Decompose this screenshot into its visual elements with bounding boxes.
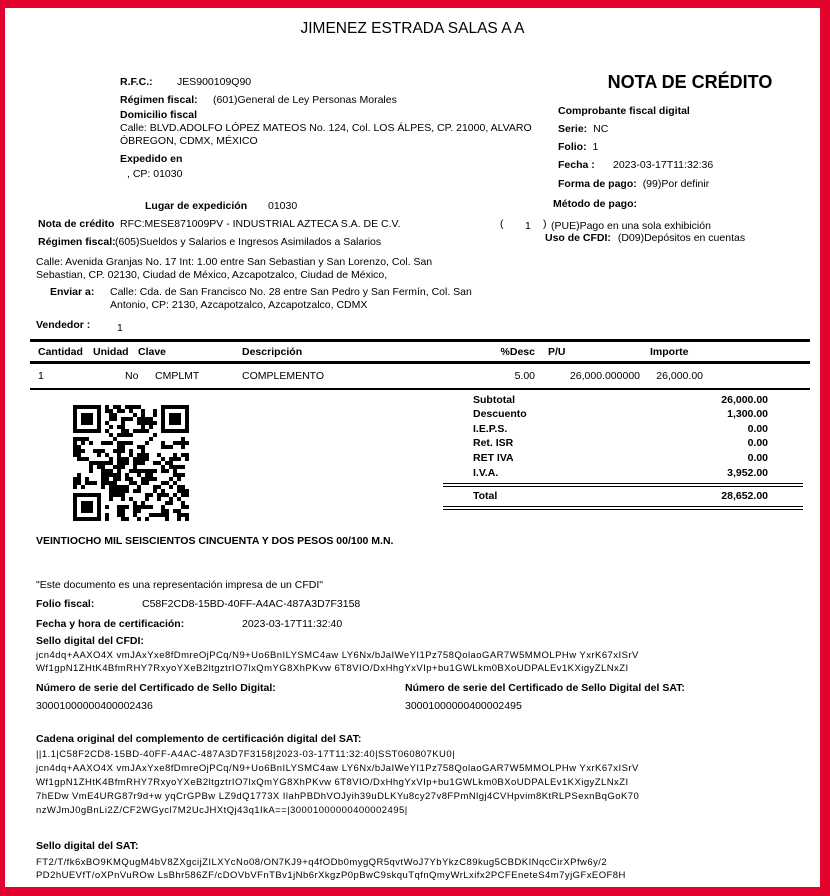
num-serie-sat-label: Número de serie del Certificado de Sello Digital del SAT:	[405, 682, 685, 694]
forma-pago-label: Forma de pago:	[558, 178, 637, 190]
lugar-expedicion-value: 01030	[268, 200, 298, 212]
cell-importe: 26,000.00	[656, 370, 703, 382]
totals-bottom-divider	[443, 506, 803, 510]
descuento-value: 1,300.00	[727, 408, 768, 420]
cadena-line3: Wf1gpN1ZHtK4BfmRHY7RxyoYXeB2ltgztrIO7lxQmYG8XhPKvw 6T8VIO/DxHhgYxVIp+bu1GWLkm0BXoUDPALEv1KXigyZLNxZI	[36, 777, 629, 788]
ret-isr-value: 0.00	[747, 437, 768, 449]
emisor-regimen-label: Régimen fiscal:	[120, 94, 198, 106]
domicilio-line2: ÓBREGON, CDMX, MÉXICO	[120, 135, 258, 147]
metodo-pago-label: Método de pago:	[553, 198, 637, 210]
serie-value: NC	[593, 123, 609, 135]
cadena-line1: ||1.1|C58F2CD8-15BD-40FF-A4AC-487A3D7F3158|2023-03-17T11:32:40|SST060807KU0|	[36, 749, 456, 760]
nota-credito-label: Nota de crédito	[38, 218, 115, 230]
receptor-address-line2: Sebastian, CP. 02130, Ciudad de México, Azcapotzalco, Ciudad de México,	[36, 269, 388, 281]
receptor-regimen-label: Régimen fiscal:	[38, 236, 116, 248]
col-header-descripcion: Descripción	[242, 346, 303, 358]
metodo-pago-value: (PUE)Pago en una sola exhibición	[551, 220, 711, 232]
emisor-regimen-value: (601)General de Ley Personas Morales	[213, 94, 397, 106]
amount-in-words: VEINTIOCHO MIL SEISCIENTOS CINCUENTA Y DOS PESOS 00/100 M.N.	[36, 535, 394, 547]
sello-cfdi-line2: Wf1gpN1ZHtK4BfmRHY7RxyoYXeB2ltgztrIO7lxQmYG8XhPKvw 6T8VIO/DxHhgYxVIp+bu1GWLkm0BXoUDPALEv1KXigyZLNxZI	[36, 663, 629, 674]
folio-value: 1	[592, 141, 599, 153]
table-top-rule	[30, 339, 810, 342]
col-header-pu: P/U	[548, 346, 566, 358]
vendedor-value: 1	[117, 322, 123, 334]
col-header-unidad: Unidad	[93, 346, 129, 358]
forma-pago-value: (99)Por definir	[642, 178, 710, 190]
table-header-rule	[30, 361, 810, 364]
paren-value: 1	[525, 220, 531, 232]
receptor-name: RFC:MESE871009PV - INDUSTRIAL AZTECA S.A. DE C.V.	[120, 218, 401, 230]
comprobante-label: Comprobante fiscal digital	[558, 105, 690, 117]
uso-cfdi-label: Uso de CFDI:	[545, 232, 611, 244]
totals-divider	[443, 483, 803, 487]
fecha-value: 2023-03-17T11:32:36	[613, 159, 714, 171]
paren-open: (	[500, 218, 504, 230]
cell-pu: 26,000.000000	[569, 370, 640, 382]
paren-close: )	[543, 218, 547, 230]
subtotal-value: 26,000.00	[721, 394, 768, 406]
descuento-label: Descuento	[473, 408, 527, 420]
folio-label: Folio:	[558, 141, 587, 153]
ieps-label: I.E.P.S.	[473, 423, 508, 435]
table-bottom-rule	[30, 388, 810, 390]
serie-label: Serie:	[558, 123, 588, 135]
lugar-expedicion-label: Lugar de expedición	[145, 200, 248, 212]
uso-cfdi-value: (D09)Depósitos en cuentas	[617, 232, 746, 244]
rfc-value: JES900109Q90	[177, 76, 252, 88]
cell-desc-pct: 5.00	[514, 370, 535, 382]
qr-code	[73, 405, 189, 521]
fecha-label: Fecha :	[558, 159, 595, 171]
cell-cantidad: 1	[38, 370, 44, 382]
ieps-value: 0.00	[747, 423, 768, 435]
rfc-label: R.F.C.:	[120, 76, 153, 88]
domicilio-label: Domicilio fiscal	[120, 109, 198, 121]
col-header-clave: Clave	[138, 346, 167, 358]
cadena-line4: 7hEDw VmE4URG87r9d+w yqCrGPBw LZ9dQ1773X IlahPBDhVOJyih39uDLKYu8cy27v8FPmNlgj4CVHpvim8KtRLPSexnBqGoK70	[36, 791, 640, 802]
folio-fiscal-value: C58F2CD8-15BD-40FF-A4AC-487A3D7F3158	[142, 598, 361, 610]
num-serie-csd-value: 30001000000400002436	[36, 700, 153, 712]
col-header-importe: Importe	[650, 346, 689, 358]
sello-cfdi-label: Sello digital del CFDI:	[36, 635, 144, 647]
sello-sat-line1: FT2/T/fk6xBO9KMQugM4bV8ZXgcijZILXYcNo08/ON7KJ9+q4fODb0mygQR5qvtWoJ7YbYkzC89kug5CBDKINqcCirXPfw6y/2	[36, 857, 608, 868]
total-label: Total	[473, 490, 498, 502]
cell-descripcion: COMPLEMENTO	[242, 370, 325, 382]
cadena-original-label: Cadena original del complemento de certificación digital del SAT:	[36, 733, 362, 745]
fecha-cert-value: 2023-03-17T11:32:40	[242, 618, 343, 630]
sello-sat-line2: PD2hUEVfT/oXPnVuROw LsBhr586ZF/cDOVbVFnTBv1jNb6rXkgzP0pBwC9skquTqfnQmyWrLxifx2PCFEneteS4m7yjGFxEOF8H	[36, 870, 626, 881]
iva-value: 3,952.00	[727, 467, 768, 479]
company-name: JIMENEZ ESTRADA SALAS A A	[300, 20, 525, 37]
enviar-a-line1: Calle: Cda. de San Francisco No. 28 entre San Pedro y San Fermín, Col. San	[110, 286, 472, 298]
receptor-regimen-value: (605)Sueldos y Salarios e Ingresos Asimilados a Salarios	[115, 236, 382, 248]
cadena-line5: nzWJmJ0gBnLi2Z/CF2WGycl7M2UcJHXtQj43q1IkA==|30001000000400002495|	[36, 805, 408, 816]
expedido-value: , CP: 01030	[127, 168, 183, 180]
cell-unidad: No	[125, 370, 139, 382]
cfdi-legend: "Este documento es una representación impresa de un CFDI"	[36, 579, 324, 591]
enviar-a-line2: Antonio, CP: 2130, Azcapotzalco, Azcapotzalco, CDMX	[110, 299, 368, 311]
fecha-cert-label: Fecha y hora de certificación:	[36, 618, 185, 630]
num-serie-csd-label: Número de serie del Certificado de Sello Digital:	[36, 682, 276, 694]
col-header-cantidad: Cantidad	[38, 346, 83, 358]
ret-isr-label: Ret. ISR	[473, 437, 514, 449]
num-serie-sat-value: 30001000000400002495	[405, 700, 522, 712]
subtotal-label: Subtotal	[473, 394, 515, 406]
receptor-address-line1: Calle: Avenida Granjas No. 17 Int: 1.00 entre San Sebastian y San Lorenzo, Col. San	[36, 256, 433, 268]
ret-iva-value: 0.00	[747, 452, 768, 464]
expedido-label: Expedido en	[120, 153, 183, 165]
ret-iva-label: RET IVA	[473, 452, 514, 464]
iva-label: I.V.A.	[473, 467, 499, 479]
col-header-desc-pct: %Desc	[500, 346, 535, 358]
sello-cfdi-line1: jcn4dq+AAXO4X vmJAxYxe8fDmreOjPCq/N9+Uo6BnILYSMC4aw LY6Nx/bJaIWeYI1Pz758QolaoGAR7W5MMOLPHw YxrK67xISrV	[36, 650, 639, 661]
cell-clave: CMPLMT	[155, 370, 200, 382]
document-type-title: NOTA DE CRÉDITO	[607, 72, 773, 92]
cadena-line2: jcn4dq+AAXO4X vmJAxYxe8fDmreOjPCq/N9+Uo6BnILYSMC4aw LY6Nx/bJaIWeYI1Pz758QolaoGAR7W5MMOLPHw YxrK67xISrV	[36, 763, 639, 774]
enviar-a-label: Enviar a:	[50, 286, 95, 298]
domicilio-line1: Calle: BLVD.ADOLFO LÓPEZ MATEOS No. 124, Col. LOS ÁLPES, CP. 21000, ALVARO	[120, 122, 532, 134]
total-value: 28,652.00	[721, 490, 768, 502]
sello-sat-label: Sello digital del SAT:	[36, 840, 139, 852]
folio-fiscal-label: Folio fiscal:	[36, 598, 95, 610]
vendedor-label: Vendedor :	[36, 319, 91, 331]
